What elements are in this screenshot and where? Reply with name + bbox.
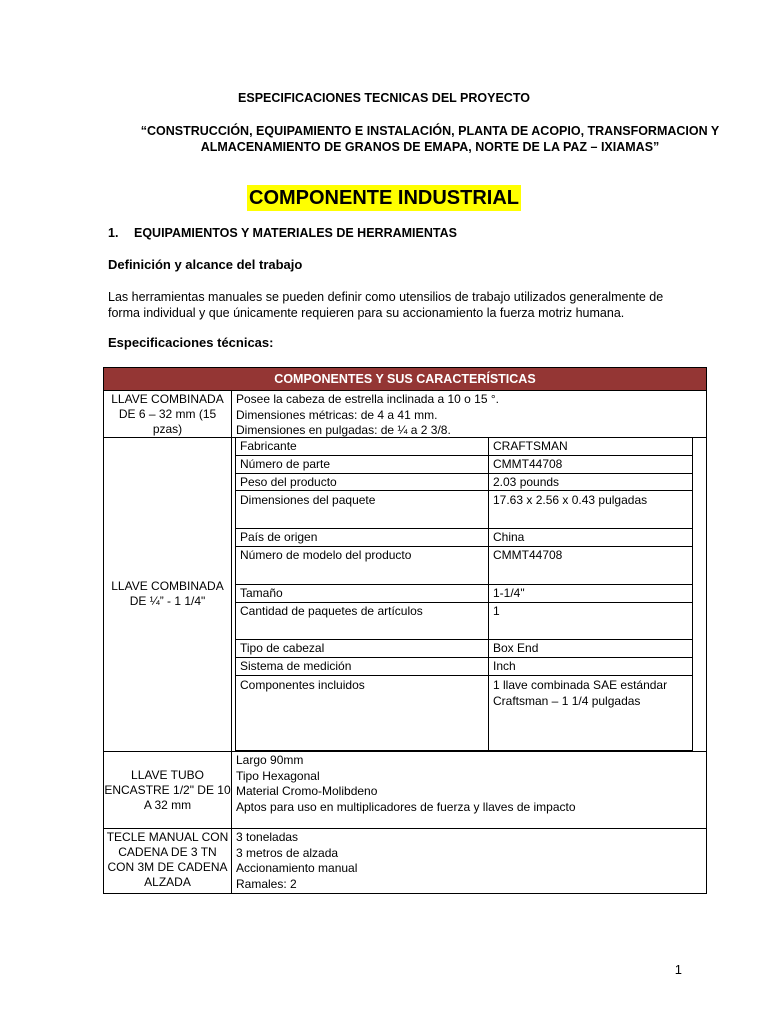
row-description [236,753,696,815]
row-label: LLAVE COMBINADA DE 6 – 32 mm (15 pzas) [111,392,224,436]
inner-row-divider [236,657,692,658]
spec-value: CMMT44708 [493,548,563,562]
inner-row-divider [236,546,692,547]
spec-key: Cantidad de paquetes de artículos [240,604,423,618]
spec-key: Componentes incluidos [240,678,365,692]
description-line: 3 metros de alzada [236,845,339,860]
description-line: Dimensiones en pulgadas: de ¼ a 2 3/8. [236,423,451,437]
spec-key: Sistema de medición [240,659,352,673]
inner-row-divider [236,455,692,456]
section-heading [108,226,457,240]
specifications-table [103,367,707,894]
section-number: 1. [108,226,119,240]
inner-column-divider [488,438,489,750]
row-description [236,392,696,439]
spec-value: 1 [493,604,500,618]
spec-value: 17.63 x 2.56 x 0.43 pulgadas [493,493,648,507]
spec-key: Fabricante [240,439,297,453]
section-title: EQUIPAMIENTOS Y MATERIALES DE HERRAMIENTAS [134,226,457,240]
description-line: Posee la cabeza de estrella inclinada a 10 o 15 °. [236,392,499,406]
page-number: 1 [674,962,682,977]
spec-value: 1-1/4" [493,586,525,600]
component-title: COMPONENTE INDUSTRIAL [249,187,519,209]
spec-value: 2.03 pounds [493,475,560,489]
description-line: 3 toneladas [236,830,299,844]
project-title: “CONSTRUCCIÓN, EQUIPAMIENTO E INSTALACIÓN, PLANTA DE ACOPIO, TRANSFORMACION Y ALMACENAMIENTO DE GRANOS DE EMAPA, NORTE DE LA PAZ – IXIAMAS” [140,124,720,154]
description-line: Material Cromo-Molibdeno [236,784,378,798]
description-line: Tipo Hexagonal [236,768,320,783]
row-label: LLAVE TUBO ENCASTRE 1/2" DE 10 A 32 mm [104,768,231,812]
table-header: COMPONENTES Y SUS CARACTERÍSTICAS [104,368,706,390]
spec-key: Tamaño [240,586,283,600]
specs-heading: Especificaciones técnicas: [108,335,274,350]
spec-key: País de origen [240,530,318,544]
definition-text: Las herramientas manuales se pueden definir como utensilios de trabajo utilizados generalmente de forma individual y que únicamente requieren para su accionamiento la fuerza motriz humana. [108,290,664,320]
row-label: LLAVE COMBINADA DE ¼” - 1 1/4" [111,579,224,608]
inner-row-divider [236,675,692,676]
row-divider [104,828,706,829]
spec-value: Inch [493,659,516,673]
spec-key: Tipo de cabezal [240,641,325,655]
spec-key: Dimensiones del paquete [240,493,376,507]
document-heading: ESPECIFICACIONES TECNICAS DEL PROYECTO [238,91,530,105]
description-line: Dimensiones métricas: de 4 a 41 mm. [236,407,438,422]
row-description [236,830,696,892]
row-label: TECLE MANUAL CON CADENA DE 3 TN CON 3M DE CADENA ALZADA [106,830,229,889]
spec-key: Peso del producto [240,475,337,489]
spec-value: China [493,530,525,544]
definition-heading: Definición y alcance del trabajo [108,257,303,272]
inner-row-divider [236,602,692,603]
spec-key: Número de modelo del producto [240,548,412,562]
column-divider [231,390,232,893]
inner-row-divider [236,584,692,585]
spec-value: 1 llave combinada SAE estándar Craftsman – 1 1/4 pulgadas [493,678,668,708]
description-line: Aptos para uso en multiplicadores de fuerza y llaves de impacto [236,799,576,814]
description-line: Ramales: 2 [236,876,297,891]
spec-value: CMMT44708 [493,457,563,471]
spec-value: Box End [493,641,539,655]
row-divider [104,390,706,391]
spec-key: Número de parte [240,457,331,471]
row-divider [104,751,706,752]
component-title-wrap [0,185,768,211]
inner-row-divider [236,639,692,640]
spec-value: CRAFTSMAN [493,439,568,453]
inner-row-divider [236,528,692,529]
product-spec-table [235,437,693,751]
description-line: Largo 90mm [236,753,304,767]
inner-row-divider [236,473,692,474]
description-line: Accionamiento manual [236,861,358,875]
